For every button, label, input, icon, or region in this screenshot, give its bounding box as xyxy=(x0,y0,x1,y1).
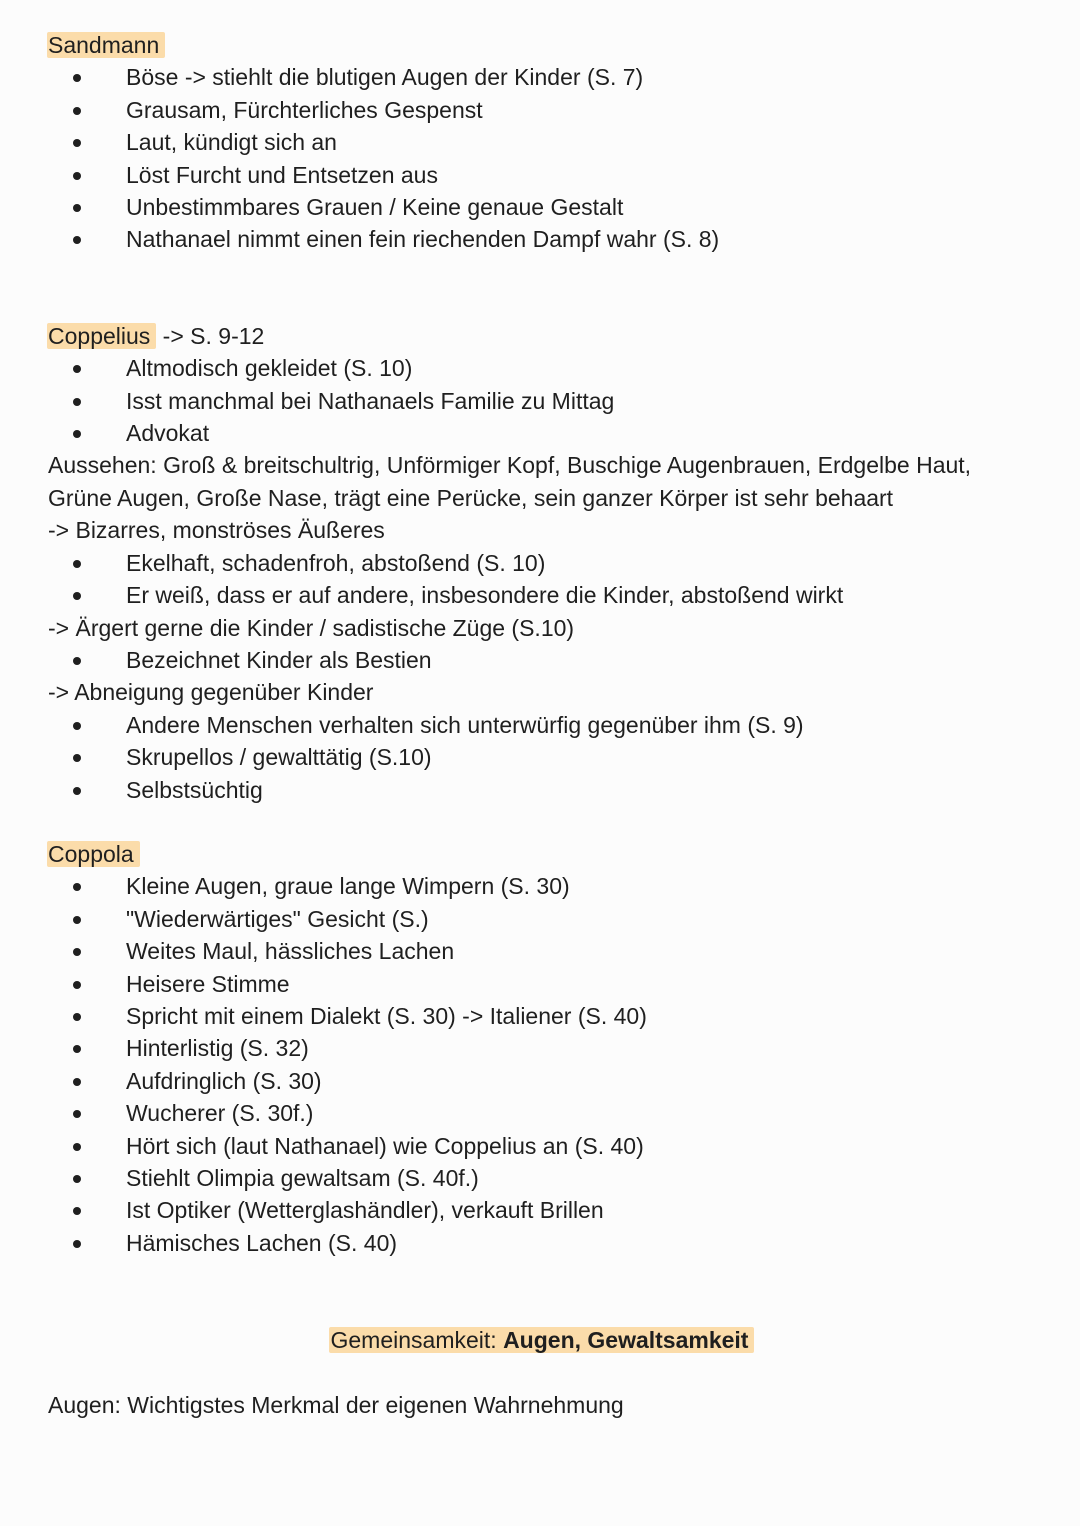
list-item: Skrupellos / gewalttätig (S.10) xyxy=(48,741,1048,773)
list-item: Ekelhaft, schadenfroh, abstoßend (S. 10) xyxy=(48,547,1048,579)
bullet-icon xyxy=(73,560,81,568)
bullet-icon xyxy=(73,1110,81,1118)
common-traits-value: Augen, Gewaltsamkeit xyxy=(503,1327,749,1354)
bullet-icon xyxy=(73,1143,81,1151)
conclusion-line: -> Bizarres, monströses Äußeres xyxy=(48,517,385,544)
section-sandmann xyxy=(48,29,1048,256)
bullet-icon xyxy=(73,1207,81,1215)
bullet-icon xyxy=(73,430,81,438)
eyes-note: Augen: Wichtigstes Merkmal der eigenen Wahrnehmung xyxy=(48,1391,624,1418)
list-item: Nathanael nimmt einen fein riechenden Dampf wahr (S. 8) xyxy=(48,223,1048,255)
bullet-icon xyxy=(73,172,81,180)
heading-coppelius-pages: -> S. 9-12 xyxy=(156,322,265,349)
list-item: Hört sich (laut Nathanael) wie Coppelius an (S. 40) xyxy=(48,1130,1048,1162)
bullet-icon xyxy=(73,787,81,795)
heading-sandmann: Sandmann xyxy=(47,32,165,58)
list-coppola xyxy=(48,870,1048,1259)
common-traits-label: Gemeinsamkeit: xyxy=(330,1327,504,1354)
list-item: Isst manchmal bei Nathanaels Familie zu Mittag xyxy=(48,385,1048,417)
list-item: Böse -> stiehlt die blutigen Augen der Kinder (S. 7) xyxy=(48,61,1048,93)
conclusion-line: -> Ärgert gerne die Kinder / sadistische Züge (S.10) xyxy=(48,614,575,641)
heading-coppelius: Coppelius xyxy=(47,323,156,349)
conclusion-line: -> Abneigung gegenüber Kinder xyxy=(48,679,374,706)
list-item: Aufdringlich (S. 30) xyxy=(48,1065,1048,1097)
list-coppelius-1 xyxy=(48,352,1048,449)
list-item: Ist Optiker (Wetterglashändler), verkauft Brillen xyxy=(48,1194,1048,1226)
list-item: Wucherer (S. 30f.) xyxy=(48,1097,1048,1129)
bullet-icon xyxy=(73,1078,81,1086)
heading-coppola: Coppola xyxy=(47,841,140,867)
bullet-icon xyxy=(73,236,81,244)
list-coppelius-3 xyxy=(48,644,1048,676)
list-item: Unbestimmbares Grauen / Keine genaue Gestalt xyxy=(48,191,1048,223)
bullet-icon xyxy=(73,916,81,924)
list-coppelius-4 xyxy=(48,709,1048,806)
bullet-icon xyxy=(73,1013,81,1021)
list-item: Bezeichnet Kinder als Bestien xyxy=(48,644,1048,676)
section-coppelius xyxy=(48,320,1048,806)
document-page xyxy=(48,29,1048,1421)
bullet-icon xyxy=(73,883,81,891)
bullet-icon xyxy=(73,365,81,373)
list-item: Grausam, Fürchterliches Gespenst xyxy=(48,94,1048,126)
bullet-icon xyxy=(73,592,81,600)
aussehen-line-1: Aussehen: Groß & breitschultrig, Unförmiger Kopf, Buschige Augenbrauen, Erdgelbe Haut, xyxy=(48,452,972,479)
list-item: Kleine Augen, graue lange Wimpern (S. 30) xyxy=(48,870,1048,902)
common-traits xyxy=(48,1324,1036,1356)
common-traits-highlight xyxy=(329,1327,755,1353)
bullet-icon xyxy=(73,398,81,406)
list-item: Spricht mit einem Dialekt (S. 30) -> Italiener (S. 40) xyxy=(48,1000,1048,1032)
list-item: Selbstsüchtig xyxy=(48,774,1048,806)
list-sandmann xyxy=(48,61,1048,255)
list-item: Advokat xyxy=(48,417,1048,449)
list-item: Heisere Stimme xyxy=(48,968,1048,1000)
bullet-icon xyxy=(73,74,81,82)
bullet-icon xyxy=(73,657,81,665)
aussehen-line-2: Grüne Augen, Große Nase, trägt eine Perücke, sein ganzer Körper ist sehr behaart xyxy=(48,484,894,511)
list-coppelius-2 xyxy=(48,547,1048,612)
list-item: Hinterlistig (S. 32) xyxy=(48,1032,1048,1064)
bullet-icon xyxy=(73,1045,81,1053)
bullet-icon xyxy=(73,981,81,989)
bullet-icon xyxy=(73,107,81,115)
bullet-icon xyxy=(73,139,81,147)
list-item: Stiehlt Olimpia gewaltsam (S. 40f.) xyxy=(48,1162,1048,1194)
bullet-icon xyxy=(73,1240,81,1248)
list-item: Hämisches Lachen (S. 40) xyxy=(48,1227,1048,1259)
list-item: Löst Furcht und Entsetzen aus xyxy=(48,159,1048,191)
list-item: Laut, kündigt sich an xyxy=(48,126,1048,158)
list-item: Weites Maul, hässliches Lachen xyxy=(48,935,1048,967)
list-item: Er weiß, dass er auf andere, insbesondere die Kinder, abstoßend wirkt xyxy=(48,579,1048,611)
bullet-icon xyxy=(73,948,81,956)
section-coppola xyxy=(48,838,1048,1259)
bullet-icon xyxy=(73,722,81,730)
bullet-icon xyxy=(73,1175,81,1183)
list-item: Andere Menschen verhalten sich unterwürfig gegenüber ihm (S. 9) xyxy=(48,709,1048,741)
bullet-icon xyxy=(73,754,81,762)
bullet-icon xyxy=(73,204,81,212)
list-item: "Wiederwärtiges" Gesicht (S.) xyxy=(48,903,1048,935)
list-item: Altmodisch gekleidet (S. 10) xyxy=(48,352,1048,384)
